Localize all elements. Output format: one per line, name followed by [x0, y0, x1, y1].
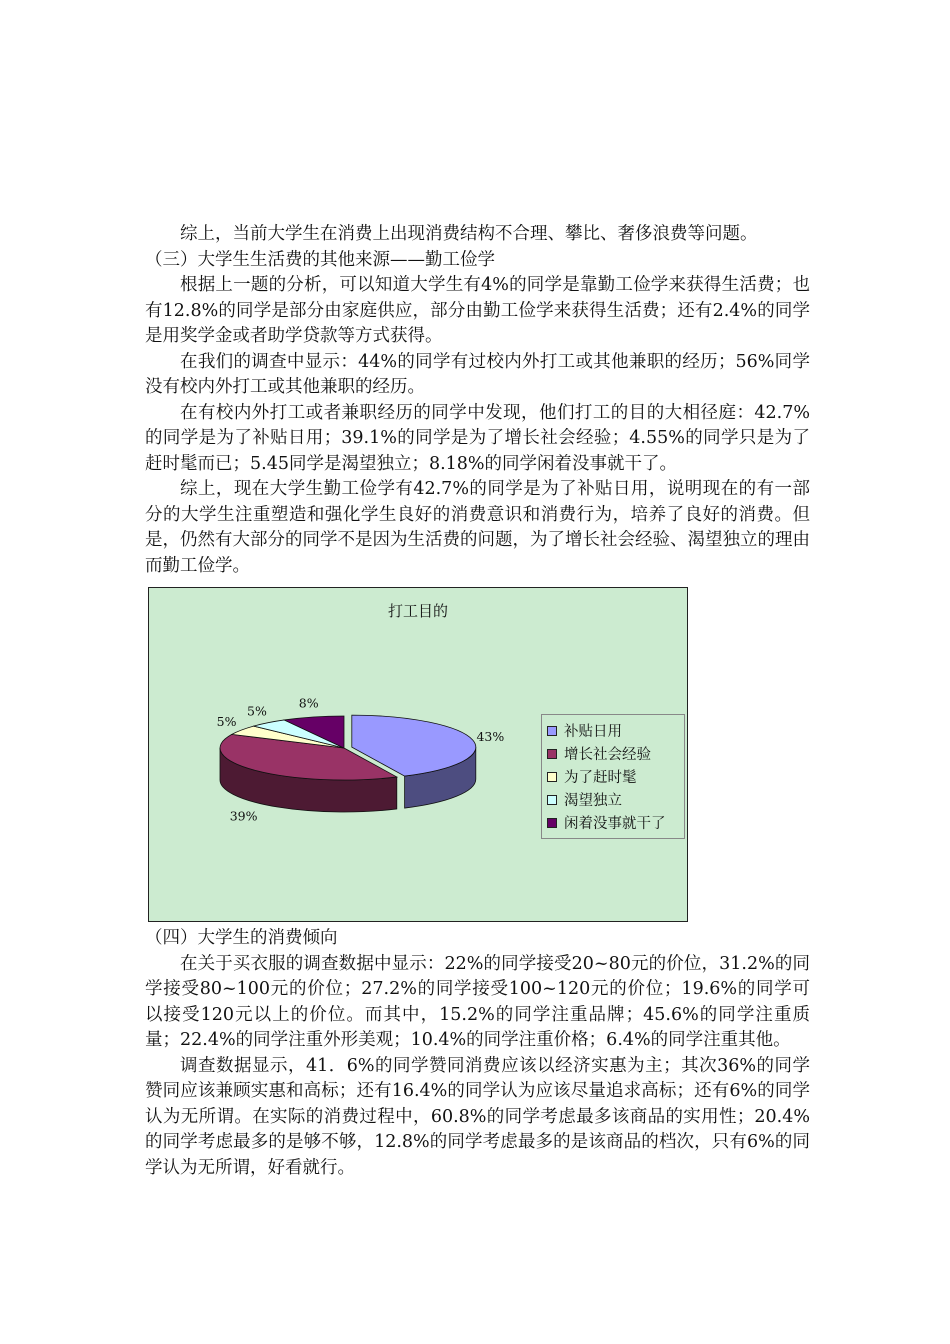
paragraph-p5: 综上，现在大学生勤工俭学有42.7%的同学是为了补贴日用，说明现在的有一部分的大学生注重塑造和强化学生良好的消费意识和消费行为，培养了良好的消费。但是，仍然有大部分的同学不是因为生活费的问题，为了增长社会经验、渴望独立的理由而勤工俭学。 — [145, 479, 810, 576]
pie-value-label: 5% — [216, 714, 237, 730]
chart-title: 打工目的 — [387, 602, 448, 620]
legend-label: 增长社会经验 — [564, 747, 651, 763]
legend-swatch — [547, 818, 557, 828]
legend-swatch — [547, 749, 557, 759]
pie-value-label: 39% — [229, 808, 258, 824]
legend-item — [547, 788, 679, 811]
pie-chart-frame — [148, 587, 688, 922]
legend-item — [547, 742, 679, 765]
legend-item — [547, 811, 679, 834]
section-heading-h3: （三）大学生生活费的其他来源——勤工俭学 — [145, 249, 495, 270]
legend-swatch — [547, 772, 557, 782]
legend-swatch — [547, 726, 557, 736]
legend-label: 补贴日用 — [564, 724, 622, 740]
paragraph-p1: 综上，当前大学生在消费上出现消费结构不合理、攀比、奢侈浪费等问题。 — [180, 224, 758, 244]
chart-legend — [541, 714, 685, 839]
section-heading-h4: （四）大学生的消费倾向 — [145, 928, 338, 948]
pie-value-label: 5% — [247, 703, 267, 719]
legend-swatch — [547, 795, 557, 805]
legend-label: 为了赶时髦 — [564, 770, 637, 786]
pie-value-label: 43% — [476, 729, 505, 745]
legend-item — [547, 719, 679, 742]
paragraph-p6: 在关于买衣服的调查数据中显示：22%的同学接受20~80元的价位，31.2%的同学接受80~100元的价位；27.2%的同学接受100~120元的价位；19.6%的同学可以接受120元以上的价位。而其中，15.2%的同学注重品牌；45.6%的同学注重质量；22.4%的同学注重外形美观；10.4%的同学注重价格；6.4%的同学注重其他。 — [145, 953, 810, 1050]
legend-item — [547, 765, 679, 788]
legend-label: 闲着没事就干了 — [564, 816, 666, 832]
paragraph-p2: 根据上一题的分析，可以知道大学生有4%的同学是靠勤工俭学来获得生活费；也有12.8%的同学是部分由家庭供应，部分由勤工俭学来获得生活费；还有2.4%的同学是用奖学金或者助学贷款等方式获得。 — [145, 275, 810, 346]
document-page — [145, 222, 810, 1181]
paragraphs-bottom — [145, 926, 810, 1181]
paragraph-p7: 调查数据显示，41．6%的同学赞同消费应该以经济实惠为主；其次36%的同学赞同应该兼顾实惠和高标；还有16.4%的同学认为应该尽量追求高标；还有6%的同学认为无所谓。在实际的消费过程中，60.8%的同学考虑最多该商品的实用性；20.4%的同学考虑最多的是够不够，12.8%的同学考虑最多的是该商品的档次，只有6%的同学认为无所谓，好看就行。 — [145, 1055, 810, 1178]
legend-label: 渴望独立 — [564, 793, 622, 809]
pie-value-label: 8% — [298, 695, 319, 711]
paragraph-p4: 在有校内外打工或者兼职经历的同学中发现，他们打工的目的大相径庭：42.7%的同学是为了补贴日用；39.1%的同学是为了增长社会经验；4.55%的同学只是为了赶时髦而已；5.45同学是渴望独立；8.18%的同学闲着没事就干了。 — [145, 402, 810, 474]
paragraphs-top — [145, 222, 810, 579]
paragraph-p3: 在我们的调查中显示：44%的同学有过校内外打工或其他兼职的经历；56%同学没有校内外打工或其他兼职的经历。 — [145, 351, 810, 397]
